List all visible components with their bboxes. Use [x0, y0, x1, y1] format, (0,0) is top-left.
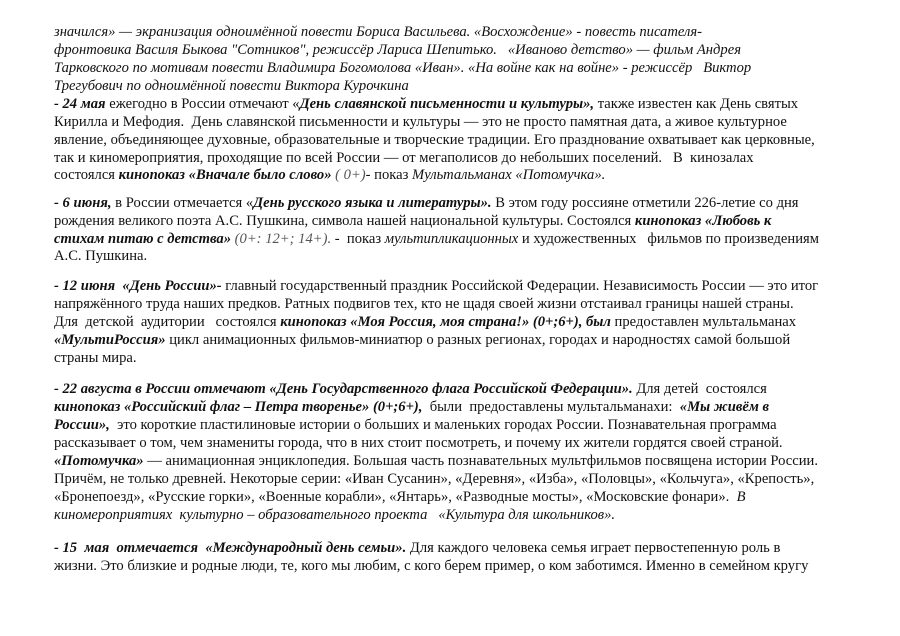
- text-run: цикл анимационных фильмов-миниатюр о разных регионах, городах и народностях самой большой: [165, 332, 791, 348]
- text-run: Для детской аудитории состоялся: [54, 314, 281, 330]
- text-line: [54, 213, 771, 230]
- text-line: [54, 314, 796, 331]
- text-run: - 22 августа в России отмечают «День Государственного флага Российской Федерации».: [54, 381, 633, 397]
- text-run: Тарковского по мотивам повести Владимира Богомолова «Иван». «На войне как на войне» - режиссёр Виктор: [54, 60, 752, 76]
- text-run: в России отмечается «: [111, 195, 254, 211]
- text-line: [54, 296, 794, 313]
- text-run: - 15 мая отмечается «Международный день семьи».: [54, 540, 407, 556]
- text-line: [54, 278, 818, 295]
- text-line: [54, 42, 741, 59]
- text-line: [54, 60, 751, 77]
- text-run: - 6 июня,: [54, 195, 112, 211]
- text-run: «Мы живём в: [679, 399, 769, 415]
- text-line: [54, 453, 818, 470]
- text-line: [54, 150, 754, 167]
- text-run: кинопоказ «Любовь к: [634, 213, 772, 229]
- text-run: «МультиРоссия»: [54, 332, 166, 348]
- text-run: рассказывает о том, чем знамениты города, что в них стоит посмотреть, и почему их жители гордятся своей страной.: [54, 435, 783, 451]
- text-run: - 24 мая: [54, 96, 106, 112]
- text-run: - 12 июня «День России»-: [54, 278, 222, 294]
- text-run: День славянской письменности и культуры»,: [299, 96, 595, 112]
- text-run: В этом году россияне отметили 226-летие со дня: [491, 195, 799, 211]
- text-line: [54, 471, 814, 488]
- text-line: [54, 399, 769, 416]
- text-line: [54, 332, 790, 349]
- text-line: [54, 132, 815, 149]
- text-line: [54, 381, 767, 398]
- text-run: День русского языка и литературы».: [253, 195, 492, 211]
- text-run: Трегубович по одноимённой повести Виктора Курочкина: [54, 78, 409, 94]
- text-run: кинопоказ «Вначале было слово»: [118, 167, 332, 183]
- text-run: рождения великого поэта А.С. Пушкина, символа нашей национальной культуры. Состоялся: [54, 213, 635, 229]
- text-run: «Потомучка»: [54, 453, 144, 469]
- text-run: (0+: 12+; 14+).: [231, 231, 332, 247]
- text-run: Для детей состоялся: [632, 381, 767, 397]
- text-run: жизни. Это близкие и родные люди, те, кого мы любим, с кого берем пример, о ком заботимся. Именно в семейном кругу: [54, 558, 809, 574]
- text-line: [54, 489, 746, 506]
- text-run: страны мира.: [54, 350, 137, 366]
- text-run: Мультальманах «Потомучка».: [412, 167, 606, 183]
- text-line: [54, 540, 780, 557]
- text-run: — анимационная энциклопедия. Большая часть познавательных мультфильмов посвящена истории России.: [143, 453, 818, 469]
- text-run: и художественных фильмов по произведениям: [518, 231, 819, 247]
- text-run: состоялся: [54, 167, 119, 183]
- text-line: [54, 24, 702, 41]
- text-run: стихам питаю с детства»: [54, 231, 232, 247]
- text-run: были предоставлены мультальманахи:: [422, 399, 680, 415]
- text-line: [54, 167, 605, 184]
- text-run: ( 0+): [331, 167, 366, 183]
- text-run: также известен как День святых: [594, 96, 799, 112]
- text-run: Причём, не только древней. Некоторые серии: «Иван Сусанин», «Деревня», «Изба», «Половцы», «Кольчуга», «Крепость»,: [54, 471, 815, 487]
- text-line: [54, 435, 783, 452]
- text-run: Для каждого человека семья играет первостепенную роль в: [406, 540, 781, 556]
- text-run: - показ: [365, 167, 413, 183]
- text-run: фронтовика Василя Быкова "Сотников", режиссёр Лариса Шепитько. «Иваново детство» — фильм Андрея: [54, 42, 741, 58]
- text-run: напряжённого труда наших предков. Ратных подвигов тех, кто не щадя своей жизни отстаивал границы нашей страны.: [54, 296, 794, 312]
- text-line: [54, 507, 615, 524]
- text-run: кинопоказ «Российский флаг – Петра творенье» (0+;6+),: [54, 399, 423, 415]
- text-run: главный государственный праздник Российской Федерации. Независимость России — это итог: [221, 278, 819, 294]
- text-run: Кирилла и Мефодия. День славянской письменности и культуры — это не просто памятная дата, а живое культурное: [54, 114, 787, 130]
- text-run: предоставлен мультальманах: [610, 314, 797, 330]
- text-run: это короткие пластилиновые истории о больших и маленьких городах России. Познавательная программа: [109, 417, 777, 433]
- text-run: киномероприятиях культурно – образовательного проекта «Культура для школьников».: [54, 507, 616, 523]
- text-run: мультипликационных: [384, 231, 519, 247]
- text-run: кинопоказ «Моя Россия, моя страна!» (0+;6+), был: [280, 314, 611, 330]
- text-run: так и киномероприятия, проходящие по всей России — от мегаполисов до небольших поселений. В кинозалах: [54, 150, 754, 166]
- text-run: ежегодно в России отмечают «: [105, 96, 300, 112]
- text-run: России»,: [54, 417, 110, 433]
- text-line: [54, 558, 808, 575]
- text-run: А.С. Пушкина.: [54, 248, 148, 264]
- text-line: [54, 417, 777, 434]
- text-line: [54, 78, 409, 95]
- text-run: - показ: [331, 231, 385, 247]
- text-line: [54, 96, 798, 113]
- text-run: «Бронепоезд», «Русские горки», «Военные корабли», «Янтарь», «Разводные мосты», «Московские фонари».: [54, 489, 737, 505]
- text-line: [54, 195, 799, 212]
- text-line: [54, 350, 137, 367]
- text-line: [54, 114, 787, 131]
- text-run: значился» — экранизация одноимённой повести Бориса Васильева. «Восхождение» - повесть писателя-: [54, 24, 703, 40]
- text-run: явление, объединяющее духовные, образовательные и творческие традиции. Его празднование охватывает как церковные,: [54, 132, 815, 148]
- text-run: В: [736, 489, 746, 505]
- text-line: [54, 231, 819, 248]
- text-line: [54, 248, 147, 265]
